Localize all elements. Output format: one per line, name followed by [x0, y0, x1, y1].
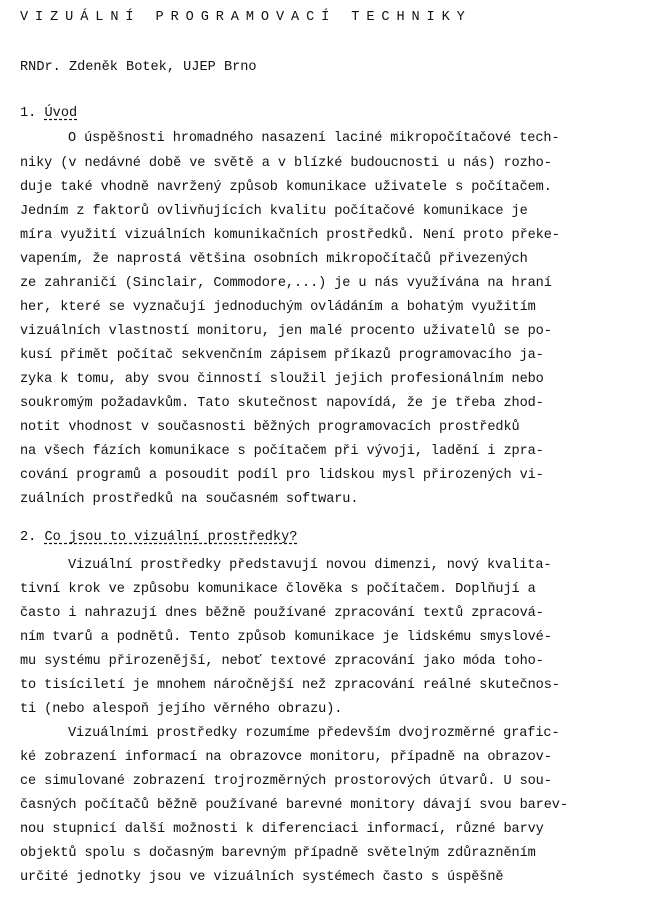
section-1-line: kusí přimět počítač sekvenčním zápisem příkazů programovacího ja-: [20, 348, 544, 363]
section-2-number: 2.: [20, 530, 37, 545]
section-1-line: niky (v nedávné době ve světě a v blízké budoucnosti u nás) rozho-: [20, 156, 552, 171]
section-2-line: Vizuálními prostředky rozumíme především dvojrozměrné grafic-: [68, 726, 560, 741]
section-2-line: často i nahrazují dnes běžně používané zpracování textů zpracová-: [20, 606, 544, 621]
section-1-line: Jedním z faktorů ovlivňujících kvalitu počítačové komunikace je: [20, 204, 528, 219]
section-1-line: míra využití vizuálních komunikačních prostředků. Není proto překe-: [20, 228, 560, 243]
section-2-line: to tisíciletí je mnohem náročnější než zpracování reálné skutečnos-: [20, 678, 560, 693]
section-2-line: Vizuální prostředky představují novou dimenzi, nový kvalita-: [68, 558, 552, 573]
section-1-line: zyka k tomu, aby svou činností sloužil jejich profesionálním nebo: [20, 372, 544, 387]
section-2-line: ce simulované zobrazení trojrozměrných prostorových útvarů. U sou-: [20, 774, 552, 789]
section-1-number: 1.: [20, 106, 37, 121]
section-2-heading: [20, 530, 297, 545]
section-2-line: určité jednotky jsou ve vizuálních systémech často s úspěšně: [20, 870, 504, 885]
author-line: RNDr. Zdeněk Botek, UJEP Brno: [20, 60, 257, 75]
section-1-line: na všech fázích komunikace s počítačem při vývoji, ladění i zpra-: [20, 444, 544, 459]
section-2-line: objektů spolu s dočasným barevným případně světelným zdůrazněním: [20, 846, 536, 861]
section-1-line: duje také vhodně navržený způsob komunikace uživatele s počítačem.: [20, 180, 552, 195]
section-2-line: ti (nebo alespoň jejího věrného obrazu).: [20, 702, 343, 717]
section-2-line: časných počítačů běžně používané barevné monitory dávají svou barev-: [20, 798, 568, 813]
section-1-line: zuálních prostředků na současném softwaru.: [20, 492, 359, 507]
section-2-line: ním tvarů a podnětů. Tento způsob komunikace je lidskému smyslové-: [20, 630, 552, 645]
section-2-line: mu systému přirozenější, neboť textové zpracování jako móda toho-: [20, 654, 544, 669]
section-1-line: notit vhodnost v současnosti běžných programovacích prostředků: [20, 420, 520, 435]
section-1-line: ze zahraničí (Sinclair, Commodore,...) je u nás využívána na hraní: [20, 276, 552, 291]
section-2-line: ké zobrazení informací na obrazovce monitoru, případně na obrazov-: [20, 750, 552, 765]
section-1-line: her, které se vyznačují jednoduchým ovládáním a bohatým využitím: [20, 300, 536, 315]
section-2-title: Co jsou to vizuální prostředky?: [44, 530, 298, 545]
section-1-line: soukromým požadavkům. Tato skutečnost napovídá, že je třeba zhod-: [20, 396, 544, 411]
section-1-line: vapením, že naprostá většina osobních mikropočítačů přivezených: [20, 252, 528, 267]
section-1-line: O úspěšnosti hromadného nasazení laciné mikropočítačové tech-: [68, 131, 560, 146]
section-2-line: nou stupnicí další možnosti k diferenciaci informací, různé barvy: [20, 822, 544, 837]
section-1-heading: [20, 106, 77, 121]
document-title: VIZUÁLNÍ PROGRAMOVACÍ TECHNIKY: [20, 10, 472, 25]
section-2-line: tivní krok ve způsobu komunikace člověka s počítačem. Doplňují a: [20, 582, 536, 597]
section-1-line: vizuálních vlastností monitoru, jen malé procento uživatelů se po-: [20, 324, 552, 339]
section-1-title: Úvod: [44, 106, 78, 121]
section-1-line: cování programů a posoudit podíl pro lidskou mysl přirozených vi-: [20, 468, 544, 483]
